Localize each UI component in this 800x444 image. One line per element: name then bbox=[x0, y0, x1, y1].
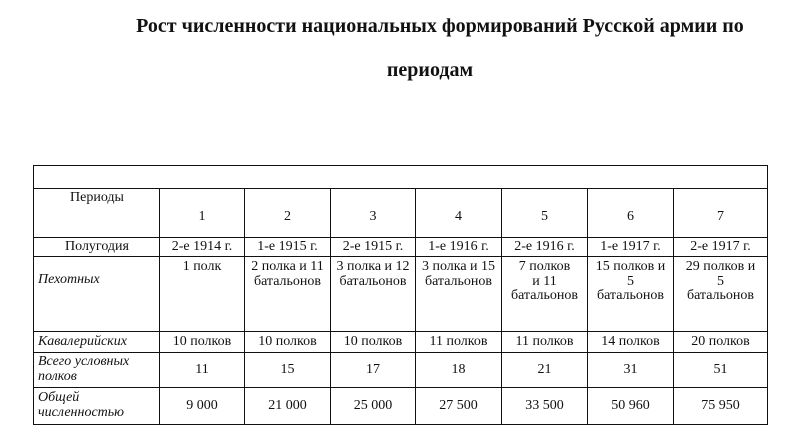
halfyear-cell: 2-е 1915 г. bbox=[331, 238, 416, 257]
infantry-row bbox=[34, 257, 768, 332]
halfyear-row bbox=[34, 238, 768, 257]
strength-row bbox=[34, 388, 768, 425]
halfyear-cell: 1-е 1916 г. bbox=[416, 238, 502, 257]
period-cell: 5 bbox=[502, 189, 588, 238]
strength-label: Общей численностью bbox=[34, 388, 160, 425]
blank-header-cell bbox=[34, 166, 768, 189]
cavalry-label: Кавалерийских bbox=[34, 332, 160, 353]
total-cell: 15 bbox=[245, 353, 331, 388]
infantry-label: Пехотных bbox=[34, 257, 160, 332]
total-cell: 21 bbox=[502, 353, 588, 388]
period-cell: 3 bbox=[331, 189, 416, 238]
period-cell: 2 bbox=[245, 189, 331, 238]
infantry-cell: 15 полков и 5 батальонов bbox=[588, 257, 674, 332]
halfyear-cell: 1-е 1915 г. bbox=[245, 238, 331, 257]
periods-label: Периоды bbox=[34, 189, 160, 238]
formations-table bbox=[33, 165, 768, 425]
total-cell: 17 bbox=[331, 353, 416, 388]
strength-cell: 75 950 bbox=[674, 388, 768, 425]
total-cell: 11 bbox=[160, 353, 245, 388]
strength-cell: 9 000 bbox=[160, 388, 245, 425]
periods-row bbox=[34, 189, 768, 238]
halfyear-label: Полугодия bbox=[34, 238, 160, 257]
cavalry-cell: 10 полков bbox=[331, 332, 416, 353]
period-cell: 4 bbox=[416, 189, 502, 238]
halfyear-cell: 2-е 1916 г. bbox=[502, 238, 588, 257]
infantry-cell: 3 полка и 12 батальонов bbox=[331, 257, 416, 332]
infantry-cell: 2 полка и 11 батальонов bbox=[245, 257, 331, 332]
infantry-cell: 3 полка и 15 батальонов bbox=[416, 257, 502, 332]
cavalry-cell: 11 полков bbox=[502, 332, 588, 353]
period-cell: 7 bbox=[674, 189, 768, 238]
total-cell: 31 bbox=[588, 353, 674, 388]
infantry-cell: 29 полков и 5 батальонов bbox=[674, 257, 768, 332]
total-cell: 18 bbox=[416, 353, 502, 388]
total-label: Всего условных полков bbox=[34, 353, 160, 388]
cavalry-cell: 11 полков bbox=[416, 332, 502, 353]
total-regiments-row bbox=[34, 353, 768, 388]
blank-header-row bbox=[34, 166, 768, 189]
strength-cell: 50 960 bbox=[588, 388, 674, 425]
total-cell: 51 bbox=[674, 353, 768, 388]
halfyear-cell: 2-е 1914 г. bbox=[160, 238, 245, 257]
cavalry-cell: 10 полков bbox=[160, 332, 245, 353]
strength-cell: 33 500 bbox=[502, 388, 588, 425]
cavalry-row bbox=[34, 332, 768, 353]
strength-cell: 21 000 bbox=[245, 388, 331, 425]
cavalry-cell: 20 полков bbox=[674, 332, 768, 353]
period-cell: 6 bbox=[588, 189, 674, 238]
cavalry-cell: 14 полков bbox=[588, 332, 674, 353]
infantry-cell: 7 полков и 11 батальонов bbox=[502, 257, 588, 332]
halfyear-cell: 1-е 1917 г. bbox=[588, 238, 674, 257]
cavalry-cell: 10 полков bbox=[245, 332, 331, 353]
halfyear-cell: 2-е 1917 г. bbox=[674, 238, 768, 257]
strength-cell: 27 500 bbox=[416, 388, 502, 425]
infantry-cell: 1 полк bbox=[160, 257, 245, 332]
page-title-continuation: периодам bbox=[386, 59, 474, 81]
period-cell: 1 bbox=[160, 189, 245, 238]
page-title: Рост численности национальных формирований Русской армии по bbox=[136, 15, 744, 37]
strength-cell: 25 000 bbox=[331, 388, 416, 425]
